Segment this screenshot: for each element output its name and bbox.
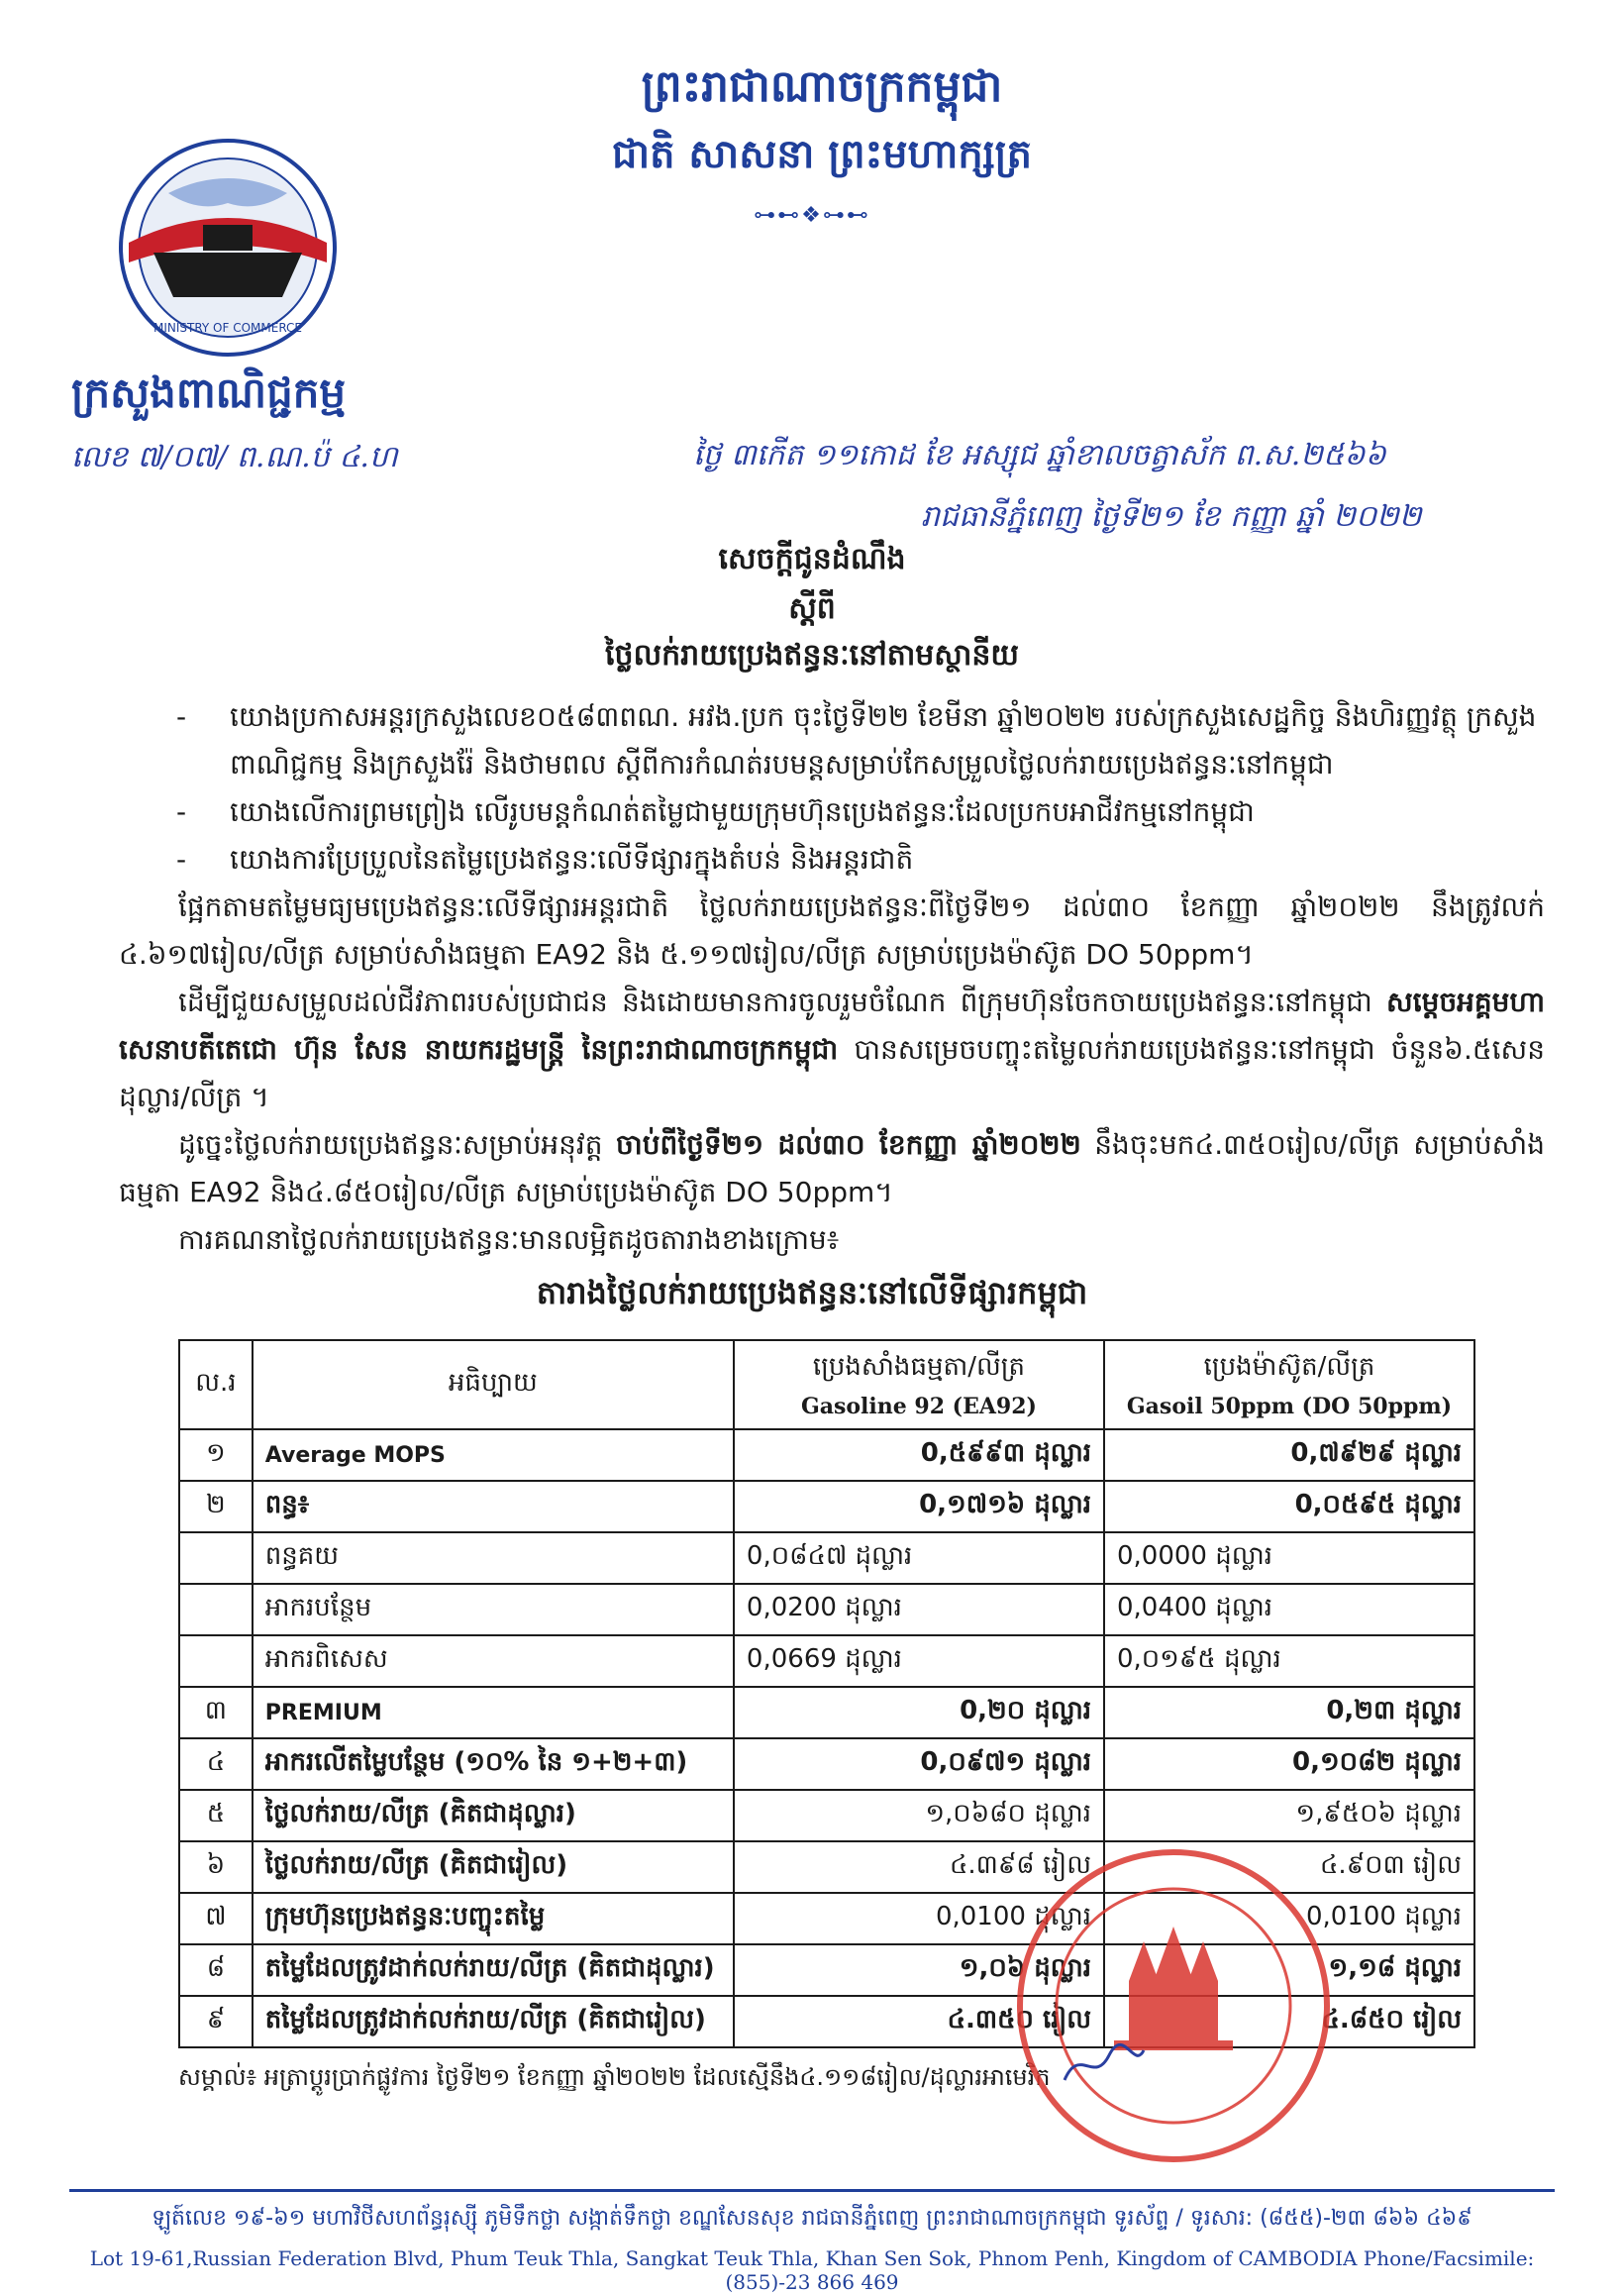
row-desc: Average MOPS — [253, 1429, 734, 1481]
row-no — [179, 1584, 253, 1635]
notice-subject-label: ស្តីពី — [788, 591, 836, 626]
header-gasoline — [734, 1340, 1104, 1429]
reference-number: លេខ ៧/០៧/ ព.ណ.ប៉ ៤.ហ — [71, 440, 398, 474]
footer-divider — [69, 2189, 1555, 2192]
header-gasoline-sub: Gasoline 92 (EA92) — [800, 1394, 1037, 1419]
paragraph-text: ដើម្បីជួយសម្រួលដល់ជីវភាពរបស់ប្រជាជន និងដោយមានការចូលរួមចំណែក ពីក្រុមហ៊ុនចែកចាយប្រេងឥន្ធនៈនៅកម្ពុជា — [178, 986, 1387, 1018]
row-diesel: 0,0100 ដុល្លារ — [1104, 1893, 1474, 1944]
row-diesel: ១,៩៥០៦ ដុល្លារ — [1104, 1790, 1474, 1841]
row-desc: តម្លៃដែលត្រូវដាក់លក់រាយ/លីត្រ (គិតជាដុល្លារ) — [253, 1944, 734, 1996]
row-desc: ពន្ធ៖ — [253, 1481, 734, 1532]
table-row — [179, 1738, 1474, 1790]
table-header-row — [179, 1340, 1474, 1429]
header-diesel-sub: Gasoil 50ppm (DO 50ppm) — [1126, 1394, 1453, 1419]
row-gasoline: 0,0100 ដុល្លារ — [734, 1893, 1104, 1944]
exchange-rate-note: សម្គាល់៖ អត្រាប្តូរប្រាក់ផ្លូវការ ថ្ងៃទី២១ ខែកញ្ញា ឆ្នាំ២០២២ ដែលស្មើនឹង៤.១១៨រៀល/ដុល្លារអាមេរិក — [178, 2063, 1051, 2091]
logo-ring-text: MINISTRY OF COMMERCE — [152, 321, 303, 335]
row-desc: ថ្លៃលក់រាយ/លីត្រ (គិតជាដុល្លារ) — [253, 1790, 734, 1841]
paragraph-discount — [119, 979, 1545, 1121]
row-no: ៤ — [179, 1738, 253, 1790]
notice-title: សេចក្តីជូនដំណឹង — [718, 542, 906, 576]
table-row — [179, 1429, 1474, 1481]
row-diesel: 0,០៥៩៥ ដុល្លារ — [1104, 1481, 1474, 1532]
official-stamp — [1010, 1842, 1337, 2169]
paragraph-text: ដូច្នេះថ្លៃលក់រាយប្រេងឥន្ធនៈសម្រាប់អនុវត្ត — [178, 1128, 617, 1161]
row-desc: ថ្លៃលក់រាយ/លីត្រ (គិតជារៀល) — [253, 1841, 734, 1893]
header-description: អធិប្បាយ — [253, 1340, 734, 1429]
table-row — [179, 1584, 1474, 1635]
row-diesel: ១,១៨ ដុល្លារ — [1104, 1944, 1474, 1996]
paragraph-table-intro: ការគណនាថ្លៃលក់រាយប្រេងឥន្ធនៈមានលម្អិតដូចតារាងខាងក្រោម៖ — [178, 1223, 840, 1256]
row-desc: អាករបន្ថែម — [253, 1584, 734, 1635]
bullet-text: យោងលើការព្រមព្រៀង លើរូបមន្តកំណត់តម្លៃជាមួយក្រុមហ៊ុនប្រេងឥន្ធនៈដែលប្រកបអាជីវកម្មនៅកម្ពុជា — [230, 795, 1255, 828]
footer-address-kh: ឡូត៍លេខ ១៩-៦១ មហាវិថីសហព័ន្ធរុស្ស៊ី ភូមិទឹកថ្លា សង្កាត់ទឹកថ្លា ខណ្ឌសែនសុខ រាជធានីភ្នំពេញ ព្រះរាជាណាចក្រកម្ពុជា ទូរស័ព្ទ / ទូរសារ: (៨៥៥)-២៣ ៨៦៦ ៤៦៩ — [152, 2206, 1472, 2231]
row-desc: ក្រុមហ៊ុនប្រេងឥន្ធនៈបញ្ចុះតម្លៃ — [253, 1893, 734, 1944]
row-gasoline: 0,៥៩៩៣ ដុល្លារ — [734, 1429, 1104, 1481]
table-title: តារាងថ្លៃលក់រាយប្រេងឥន្ធនៈនៅលើទីផ្សារកម្ពុជា — [536, 1274, 1088, 1311]
row-gasoline: 0,0200 ដុល្លារ — [734, 1584, 1104, 1635]
paragraph-emphasis: ចាប់ពីថ្ងៃទី២១ ដល់៣០ ខែកញ្ញា ឆ្នាំ២០២២ — [616, 1128, 1081, 1161]
row-gasoline: 0,០៩៧១ ដុល្លារ — [734, 1738, 1104, 1790]
row-diesel: 0,២៣ ដុល្លារ — [1104, 1687, 1474, 1738]
ministry-name: ក្រសួងពាណិជ្ជកម្ម — [71, 368, 347, 417]
national-motto: ជាតិ សាសនា ព្រះមហាក្សត្រ — [612, 132, 1032, 177]
row-desc: ពន្ធគយ — [253, 1532, 734, 1584]
row-no: ២ — [179, 1481, 253, 1532]
kingdom-title: ព្រះរាជាណាចក្រកម្ពុជា — [641, 61, 1003, 112]
table-row — [179, 1532, 1474, 1584]
signature — [1060, 2040, 1149, 2090]
row-diesel: 0,៧៩២៩ ដុល្លារ — [1104, 1429, 1474, 1481]
header-diesel-label: ប្រេងម៉ាស៊ូត/លីត្រ — [1203, 1352, 1375, 1382]
row-diesel: ៤.៨៥០ រៀល — [1104, 1996, 1474, 2047]
notice-body — [119, 693, 1545, 1264]
row-desc: PREMIUM — [253, 1687, 734, 1738]
footer-address-en: Lot 19-61,Russian Federation Blvd, Phum Teuk Thla, Sangkat Teuk Thla, Khan Sen Sok, Phnom Penh, Kingdom of CAMBODIA Phone/Facsimile: (855)-23 866 469 — [89, 2246, 1535, 2294]
row-gasoline: 0,២០ ដុល្លារ — [734, 1687, 1104, 1738]
paragraph-text: បានសម្រេចបញ្ចុះតម្លៃលក់រាយប្រេងឥន្ធនៈនៅកម្ពុជា ចំនួន៦.៥សេនដុល្លារ/លីត្រ ។ — [119, 1033, 1545, 1113]
row-gasoline: 0,0669 ដុល្លារ — [734, 1635, 1104, 1687]
table-row — [179, 1481, 1474, 1532]
row-no: ៥ — [179, 1790, 253, 1841]
row-diesel: 0,0000 ដុល្លារ — [1104, 1532, 1474, 1584]
reference-bullet: - យោងលើការព្រមព្រៀង លើរូបមន្តកំណត់តម្លៃជាមួយក្រុមហ៊ុនប្រេងឥន្ធនៈដែលប្រកបអាជីវកម្មនៅកម្ពុជា — [119, 788, 1545, 836]
row-no: ១ — [179, 1429, 253, 1481]
paragraph-market-price: ផ្អែកតាមតម្លៃមធ្យមប្រេងឥន្ធនៈលើទីផ្សារអន្តរជាតិ ថ្លៃលក់រាយប្រេងឥន្ធនៈពីថ្ងៃទី២១ ដល់៣០ ខែកញ្ញា ឆ្នាំ២០២២ នឹងត្រូវលក់ ៤.៦១៧រៀល/លីត្រ សម្រាប់សាំងធម្មតា EA92 និង ៥.១១៧រៀល/លីត្រ សម្រាប់ប្រេងម៉ាស៊ូត DO 50ppm។ — [119, 890, 1545, 971]
row-diesel: ៤.៩០៣ រៀល — [1104, 1841, 1474, 1893]
header-no: ល.រ — [179, 1340, 253, 1429]
row-diesel: 0,0400 ដុល្លារ — [1104, 1584, 1474, 1635]
table-row — [179, 1635, 1474, 1687]
header-gasoline-label: ប្រេងសាំងធម្មតា/លីត្រ — [812, 1352, 1025, 1382]
ministry-logo — [109, 134, 347, 362]
row-no: ៧ — [179, 1893, 253, 1944]
row-gasoline: 0,១៧១៦ ដុល្លារ — [734, 1481, 1104, 1532]
reference-bullet: - យោងប្រកាសអន្តរក្រសួងលេខ០៥៨៣ពណ. អវង.ប្រក ចុះថ្ងៃទី២២ ខែមីនា ឆ្នាំ២០២២ របស់ក្រសួងសេដ្ឋកិច្ច និងហិរញ្ញវត្ថុ ក្រសួងពាណិជ្ជកម្ម និងក្រសួងរ៉ែ និងថាមពល ស្តីពីការកំណត់របមន្តសម្រាប់កែសម្រួលថ្លៃលក់រាយប្រេងឥន្ធនៈនៅកម្ពុជា — [119, 693, 1545, 788]
lunar-date: ថ្ងៃ ៣កើត ១១កោដ ខែ អស្សុជ ឆ្នាំខាលចត្វាស័ក ព.ស.២៥៦៦ — [693, 438, 1386, 472]
solar-date: រាជធានីភ្នំពេញ ថ្ងៃទី២១ ខែ កញ្ញា ឆ្នាំ ២០២២ — [921, 499, 1422, 534]
row-no: ៣ — [179, 1687, 253, 1738]
row-gasoline: ១,០៦៨០ ដុល្លារ — [734, 1790, 1104, 1841]
paragraph-text: នឹងចុះមក៤.៣៥០រៀល/លីត្រ សម្រាប់សាំងធម្មតា EA92 និង៤.៨៥០រៀល/លីត្រ សម្រាប់ប្រេងម៉ាស៊ូត DO 50ppm។ — [119, 1128, 1545, 1208]
table-row — [179, 1790, 1474, 1841]
bullet-text: យោងការប្រែប្រួលនៃតម្លៃប្រេងឥន្ធនៈលើទីផ្សារក្នុងតំបន់ និងអន្តរជាតិ — [230, 843, 914, 876]
row-no: ៦ — [179, 1841, 253, 1893]
paragraph-final-price — [119, 1121, 1545, 1216]
row-gasoline: 0,០៨៤៧ ដុល្លារ — [734, 1532, 1104, 1584]
notice-subject: ថ្លៃលក់រាយប្រេងឥន្ធនៈនៅតាមស្ថានីយ — [605, 638, 1019, 673]
row-desc: តម្លៃដែលត្រូវដាក់លក់រាយ/លីត្រ (គិតជារៀល) — [253, 1996, 734, 2047]
reference-bullet: - យោងការប្រែប្រួលនៃតម្លៃប្រេងឥន្ធនៈលើទីផ្សារក្នុងតំបន់ និងអន្តរជាតិ — [119, 836, 1545, 884]
paragraph-emphasis: សម្តេចអគ្គមហាសេនាបតីតេជោ ហ៊ុន សែន នាយករដ្ឋមន្ត្រី នៃព្រះរាជាណាចក្រកម្ពុជា — [119, 986, 1545, 1066]
row-no — [179, 1635, 253, 1687]
row-desc: អាករលើតម្លៃបន្ថែម (១០% នៃ ១+២+៣) — [253, 1738, 734, 1790]
row-gasoline: ១,០៦ ដុល្លារ — [734, 1944, 1104, 1996]
row-diesel: 0,០១៩៥ ដុល្លារ — [1104, 1635, 1474, 1687]
row-gasoline: ៤.៣៩៨ រៀល — [734, 1841, 1104, 1893]
row-gasoline: ៤.៣៥០ រៀល — [734, 1996, 1104, 2047]
table-row — [179, 1687, 1474, 1738]
ornament-divider: ⊶⊷❖⊶⊷ — [754, 203, 870, 228]
bullet-text: យោងប្រកាសអន្តរក្រសួងលេខ០៥៨៣ពណ. អវង.ប្រក ចុះថ្ងៃទី២២ ខែមីនា ឆ្នាំ២០២២ របស់ក្រសួងសេដ្ឋកិច្ច និងហិរញ្ញវត្ថុ ក្រសួងពាណិជ្ជកម្ម និងក្រសួងរ៉ែ និងថាមពល ស្តីពីការកំណត់របមន្តសម្រាប់កែសម្រួលថ្លៃលក់រាយប្រេងឥន្ធនៈនៅកម្ពុជា — [230, 700, 1537, 781]
header-diesel — [1104, 1340, 1474, 1429]
row-no — [179, 1532, 253, 1584]
row-desc: អាករពិសេស — [253, 1635, 734, 1687]
row-diesel: 0,១០៨២ ដុល្លារ — [1104, 1738, 1474, 1790]
row-no: ៩ — [179, 1996, 253, 2047]
row-no: ៨ — [179, 1944, 253, 1996]
